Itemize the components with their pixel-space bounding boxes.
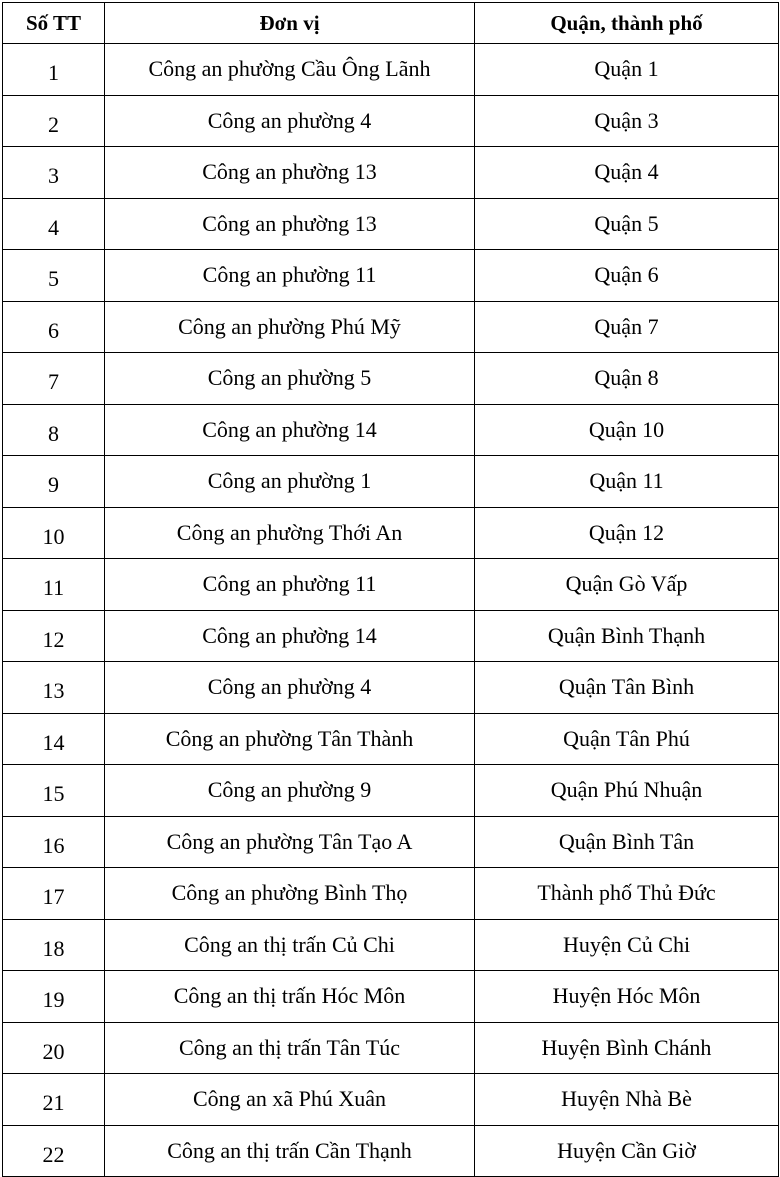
row-number-cell: 6 (3, 301, 105, 353)
table-row (3, 919, 779, 971)
table-row (3, 404, 779, 456)
header-cell-don-vi: Đơn vị (105, 3, 475, 44)
row-unit-cell: Công an phường Tân Thành (105, 713, 475, 765)
row-district-cell: Quận Phú Nhuận (475, 765, 779, 817)
row-number-cell: 21 (3, 1074, 105, 1126)
table-row (3, 971, 779, 1023)
row-district-cell: Quận Bình Tân (475, 816, 779, 868)
row-number-cell: 13 (3, 662, 105, 714)
table-body (3, 44, 779, 1177)
table-row (3, 610, 779, 662)
row-district-cell: Quận Tân Phú (475, 713, 779, 765)
row-number-cell: 4 (3, 198, 105, 250)
table-row (3, 147, 779, 199)
row-unit-cell: Công an phường Phú Mỹ (105, 301, 475, 353)
row-district-cell: Quận 5 (475, 198, 779, 250)
row-unit-cell: Công an phường 11 (105, 559, 475, 611)
table-row (3, 1125, 779, 1177)
row-district-cell: Huyện Bình Chánh (475, 1022, 779, 1074)
row-number-cell: 8 (3, 404, 105, 456)
row-unit-cell: Công an thị trấn Tân Túc (105, 1022, 475, 1074)
row-number-cell: 5 (3, 250, 105, 302)
row-unit-cell: Công an phường 5 (105, 353, 475, 405)
row-district-cell: Huyện Hóc Môn (475, 971, 779, 1023)
row-unit-cell: Công an phường 14 (105, 404, 475, 456)
row-unit-cell: Công an phường 9 (105, 765, 475, 817)
table-row (3, 868, 779, 920)
row-unit-cell: Công an xã Phú Xuân (105, 1074, 475, 1126)
row-unit-cell: Công an thị trấn Cần Thạnh (105, 1125, 475, 1177)
row-district-cell: Quận Gò Vấp (475, 559, 779, 611)
row-number-cell: 22 (3, 1125, 105, 1177)
row-district-cell: Quận 11 (475, 456, 779, 508)
table-row (3, 1074, 779, 1126)
row-number-cell: 9 (3, 456, 105, 508)
table-row (3, 1022, 779, 1074)
table-row (3, 713, 779, 765)
row-unit-cell: Công an phường 4 (105, 662, 475, 714)
row-district-cell: Quận 1 (475, 44, 779, 96)
table-row (3, 662, 779, 714)
row-district-cell: Quận Bình Thạnh (475, 610, 779, 662)
row-district-cell: Quận 4 (475, 147, 779, 199)
row-unit-cell: Công an phường 13 (105, 198, 475, 250)
row-unit-cell: Công an phường Bình Thọ (105, 868, 475, 920)
table-row (3, 353, 779, 405)
row-unit-cell: Công an phường 13 (105, 147, 475, 199)
table-row (3, 559, 779, 611)
row-unit-cell: Công an phường 4 (105, 95, 475, 147)
row-district-cell: Quận Tân Bình (475, 662, 779, 714)
row-district-cell: Quận 6 (475, 250, 779, 302)
row-number-cell: 12 (3, 610, 105, 662)
row-unit-cell: Công an phường Cầu Ông Lãnh (105, 44, 475, 96)
row-district-cell: Huyện Củ Chi (475, 919, 779, 971)
table-row (3, 816, 779, 868)
row-district-cell: Huyện Nhà Bè (475, 1074, 779, 1126)
units-table (2, 2, 779, 1177)
row-number-cell: 7 (3, 353, 105, 405)
row-number-cell: 1 (3, 44, 105, 96)
row-unit-cell: Công an thị trấn Củ Chi (105, 919, 475, 971)
row-district-cell: Quận 12 (475, 507, 779, 559)
row-unit-cell: Công an phường 11 (105, 250, 475, 302)
row-district-cell: Huyện Cần Giờ (475, 1125, 779, 1177)
row-number-cell: 11 (3, 559, 105, 611)
row-number-cell: 14 (3, 713, 105, 765)
row-district-cell: Quận 3 (475, 95, 779, 147)
row-number-cell: 20 (3, 1022, 105, 1074)
row-number-cell: 2 (3, 95, 105, 147)
row-unit-cell: Công an thị trấn Hóc Môn (105, 971, 475, 1023)
row-unit-cell: Công an phường 1 (105, 456, 475, 508)
header-cell-stt: Số TT (3, 3, 105, 44)
row-number-cell: 18 (3, 919, 105, 971)
row-number-cell: 19 (3, 971, 105, 1023)
row-number-cell: 10 (3, 507, 105, 559)
row-number-cell: 16 (3, 816, 105, 868)
table-row (3, 301, 779, 353)
table-row (3, 95, 779, 147)
row-district-cell: Quận 8 (475, 353, 779, 405)
table-row (3, 250, 779, 302)
row-number-cell: 15 (3, 765, 105, 817)
table-row (3, 198, 779, 250)
row-unit-cell: Công an phường Thới An (105, 507, 475, 559)
row-district-cell: Quận 10 (475, 404, 779, 456)
table-row (3, 507, 779, 559)
row-number-cell: 3 (3, 147, 105, 199)
row-district-cell: Quận 7 (475, 301, 779, 353)
row-unit-cell: Công an phường Tân Tạo A (105, 816, 475, 868)
header-row (3, 3, 779, 44)
table-row (3, 44, 779, 96)
header-cell-quan: Quận, thành phố (475, 3, 779, 44)
table-header (3, 3, 779, 44)
row-unit-cell: Công an phường 14 (105, 610, 475, 662)
table-row (3, 456, 779, 508)
row-district-cell: Thành phố Thủ Đức (475, 868, 779, 920)
row-number-cell: 17 (3, 868, 105, 920)
table-row (3, 765, 779, 817)
